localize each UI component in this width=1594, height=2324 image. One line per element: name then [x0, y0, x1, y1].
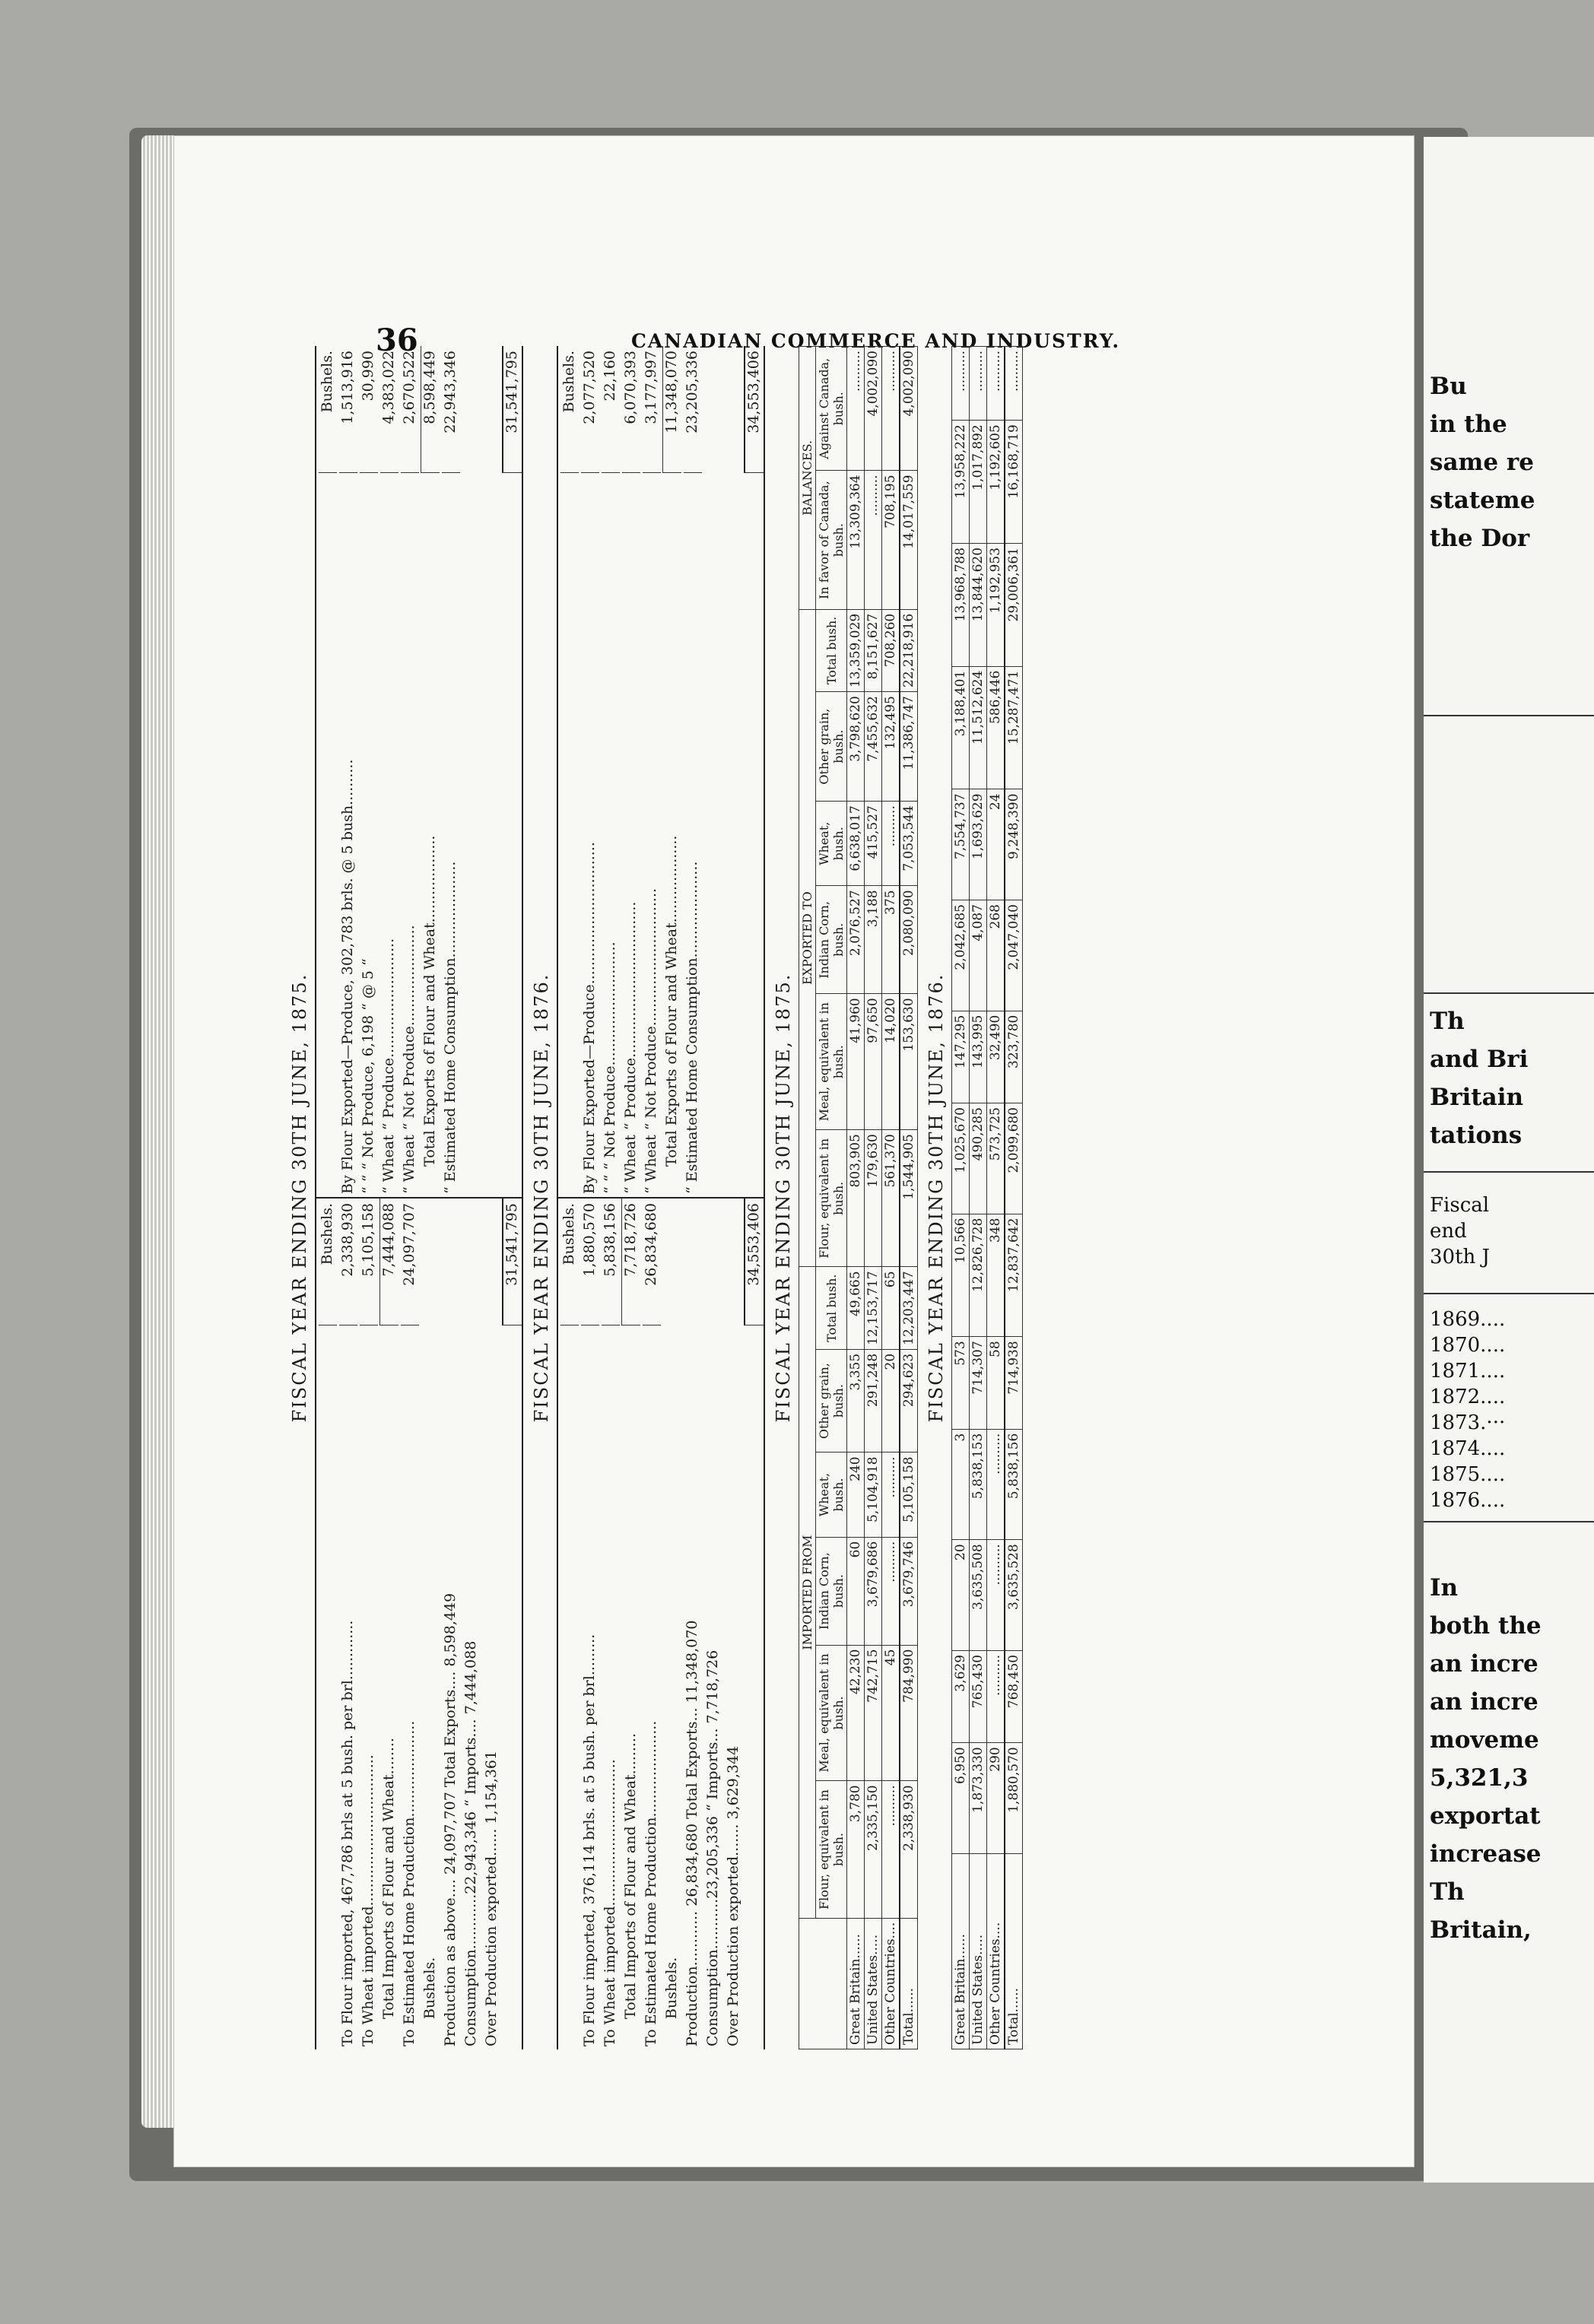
cell-value: 3,679,686: [865, 1537, 882, 1645]
cell-value: 7,053,544: [900, 802, 918, 886]
entry-text: Bushels.: [663, 1957, 681, 2019]
entry-text: To Wheat imported.................................: [360, 1754, 377, 2046]
entry-text: Production as above.... 24,097,707 Total Exports.... 8,598,449: [442, 1592, 459, 2046]
entry-value: 26,834,680: [643, 1199, 661, 1326]
cell-value: 2,335,150: [865, 1781, 882, 1918]
entry-text: To Flour imported, 376,114 brls. at 5 bush. per brl.........: [581, 1633, 599, 2046]
cell-value: 7,455,632: [865, 692, 882, 802]
entry-text: “ Estimated Home Consumption.....................: [684, 861, 701, 1194]
section-2-account: [557, 346, 765, 2049]
entry-text: Total Imports of Flour and Wheat........: [380, 1738, 398, 2019]
cell-value: ..........: [987, 1650, 1005, 1742]
facing-year: 1876....: [1430, 1489, 1506, 1512]
entry-value: 5,838,156: [602, 1199, 620, 1326]
cell-value: 15,287,471: [1005, 666, 1023, 789]
entry-text: “ Estimated Home Consumption.....................: [442, 861, 459, 1194]
cell-value: 573: [952, 1337, 970, 1429]
cell-value: 3,188: [865, 886, 882, 994]
cell-value: 29,006,361: [1005, 543, 1023, 666]
facing-year: 1874....: [1430, 1437, 1506, 1460]
entry-text: Production............ 26,834,680 Total Exports... 11,348,070: [684, 1620, 701, 2046]
cell-value: 11,386,747: [900, 692, 918, 802]
facing-page: [1424, 137, 1594, 2183]
cell-value: 8,151,627: [865, 609, 882, 691]
cell-value: 4,002,090: [865, 347, 882, 471]
table-row: [1005, 347, 1023, 2049]
row-label: Total......: [900, 1918, 918, 2049]
entry-text: By Flour Exported—Produce, 302,783 brls. @ 5 bush..........: [339, 759, 357, 1194]
cell-value: 13,968,788: [952, 543, 970, 666]
total-value: 31,541,795: [502, 346, 522, 473]
facing-rule: [1424, 992, 1594, 994]
entry-text: Consumption............22,943,346 “ Imports.... 7,444,088: [462, 1640, 480, 2046]
facing-table-header: Fiscal: [1430, 1194, 1490, 1217]
entry-text: Bushels.: [421, 1957, 439, 2019]
entry-value: 22,943,346: [442, 346, 460, 473]
entry-text: By Flour Exported—Produce...............................: [581, 842, 599, 1194]
facing-text-line: In: [1430, 1574, 1459, 1602]
cell-value: ..........: [987, 1429, 1005, 1540]
cell-value: ..........: [882, 1452, 900, 1537]
cell-value: 4,087: [970, 900, 987, 1011]
entry-value: 2,338,930: [339, 1199, 357, 1326]
cell-value: 42,230: [847, 1645, 865, 1781]
table-row: [952, 347, 970, 2049]
cell-value: 5,105,158: [900, 1452, 918, 1537]
entry-value: 11,348,070: [662, 346, 681, 473]
facing-text-line: an incre: [1430, 1650, 1538, 1678]
cell-value: 3: [952, 1429, 970, 1540]
table-row: [865, 347, 882, 2049]
cell-value: ..........: [987, 1540, 1005, 1651]
column-header: In favor of Canada, bush.: [816, 471, 847, 609]
entry-value: 30,990: [360, 346, 378, 473]
entry-value: 1,880,570: [581, 1199, 599, 1326]
cell-value: 415,527: [865, 802, 882, 886]
entry-value: 8,598,449: [421, 346, 440, 473]
entry-text: “ “ “ Not Produce, 6,198 “ @ 5 “: [360, 958, 377, 1194]
cell-value: 490,285: [970, 1103, 987, 1214]
entry-text: “ Wheat “ Not Produce......................: [401, 925, 418, 1194]
section-1-account: [315, 346, 523, 2049]
entry-value: 24,097,707: [401, 1199, 419, 1326]
cell-value: 742,715: [865, 1645, 882, 1781]
table-row: [970, 347, 987, 2049]
facing-text-line: increase: [1430, 1840, 1542, 1868]
cell-value: ..........: [882, 1537, 900, 1645]
facing-text-line: in the: [1430, 411, 1507, 438]
cell-value: 9,248,390: [1005, 789, 1023, 900]
exported-to-header: EXPORTED TO: [799, 609, 816, 1267]
cell-value: 153,630: [900, 994, 918, 1130]
cell-value: 2,099,680: [1005, 1103, 1023, 1214]
facing-year: 1871....: [1430, 1360, 1506, 1383]
entry-value: 1,513,916: [339, 346, 357, 473]
facing-text-line: Bu: [1430, 373, 1467, 400]
entry-value: 23,205,336: [684, 346, 702, 473]
cell-value: 2,076,527: [847, 886, 865, 994]
facing-year: 1870....: [1430, 1334, 1506, 1357]
cell-value: 323,780: [1005, 1011, 1023, 1103]
cell-value: 179,630: [865, 1130, 882, 1267]
facing-text-line: 5,321,3: [1430, 1764, 1529, 1792]
facing-rule: [1424, 1293, 1594, 1294]
cell-value: 803,905: [847, 1130, 865, 1267]
cell-value: 714,307: [970, 1337, 987, 1429]
column-header: Other grain, bush.: [816, 1349, 847, 1452]
row-label: United States.....: [970, 1853, 987, 2049]
row-label: Total......: [1005, 1853, 1023, 2049]
cell-value: 97,650: [865, 994, 882, 1130]
facing-text-line: same re: [1430, 449, 1534, 476]
cell-value: 3,629: [952, 1650, 970, 1742]
entry-text: “ Wheat “ Produce..........................: [380, 938, 398, 1194]
column-header: Against Canada, bush.: [816, 347, 847, 471]
entry-text: Total Exports of Flour and Wheat...................: [663, 835, 681, 1167]
column-header: Wheat, bush.: [816, 802, 847, 886]
running-head: CANADIAN COMMERCE AND INDUSTRY.: [631, 330, 1121, 352]
page-number: 36: [376, 322, 418, 358]
cell-value: 5,104,918: [865, 1452, 882, 1537]
unit-label: Bushels.: [319, 1199, 337, 1326]
entry-value: 6,070,393: [622, 346, 640, 473]
cell-value: 240: [847, 1452, 865, 1537]
entry-value: 5,105,158: [360, 1199, 378, 1326]
entry-text: “ Wheat “ Not Produce..............................: [643, 887, 660, 1194]
column-header: Flour, equivalent in bush.: [816, 1130, 847, 1267]
column-header: Flour, equivalent in bush.: [816, 1781, 847, 1918]
section-1-title: FISCAL YEAR ENDING 30TH JUNE, 1875.: [289, 973, 310, 1423]
cell-value: 768,450: [1005, 1650, 1023, 1742]
entry-text: “ Wheat “ Produce..................................: [622, 901, 640, 1194]
cell-value: 12,826,728: [970, 1214, 987, 1337]
section-2-debit: [558, 1197, 764, 2049]
balances-header: BALANCES.: [799, 347, 816, 610]
unit-label: Bushels.: [560, 1199, 579, 1326]
entry-text: Total Exports of Flour and Wheat...................: [421, 835, 439, 1167]
cell-value: 3,355: [847, 1349, 865, 1452]
trade-table-1876: [951, 346, 1023, 2049]
cell-value: 132,495: [882, 692, 900, 802]
cell-value: 714,938: [1005, 1337, 1023, 1429]
facing-year: 1875....: [1430, 1463, 1506, 1486]
section-1-debit: [316, 1197, 522, 2049]
entry-text: To Wheat imported................................: [602, 1759, 619, 2046]
facing-table-header: 30th J: [1430, 1246, 1490, 1268]
table-row: [900, 347, 918, 2049]
facing-text-line: tations: [1430, 1122, 1523, 1149]
entry-value: 3,177,997: [643, 346, 661, 473]
cell-value: ..........: [1005, 347, 1023, 421]
cell-value: ..........: [987, 347, 1005, 421]
cell-value: 561,370: [882, 1130, 900, 1267]
cell-value: 6,638,017: [847, 802, 865, 886]
cell-value: 784,990: [900, 1645, 918, 1781]
cell-value: 1,192,605: [987, 421, 1005, 544]
unit-label: Bushels.: [560, 346, 579, 473]
cell-value: 2,080,090: [900, 886, 918, 994]
cell-value: 6,950: [952, 1743, 970, 1854]
column-header: Indian Corn, bush.: [816, 886, 847, 994]
facing-text-line: and Bri: [1430, 1046, 1529, 1073]
column-header: Total bush.: [816, 1267, 847, 1349]
entry-text: To Flour imported, 467,786 brls at 5 bush. per brl.............: [339, 1620, 357, 2046]
cell-value: 3,635,528: [1005, 1540, 1023, 1651]
total-value: 34,553,406: [744, 346, 764, 473]
cell-value: 14,020: [882, 994, 900, 1130]
entry-text: Total Imports of Flour and Wheat.........: [622, 1732, 640, 2019]
cell-value: 11,512,624: [970, 666, 987, 789]
cell-value: ..........: [847, 347, 865, 471]
cell-value: 12,153,717: [865, 1267, 882, 1349]
cell-value: 60: [847, 1537, 865, 1645]
cell-value: 12,203,447: [900, 1267, 918, 1349]
cell-value: 14,017,559: [900, 471, 918, 609]
facing-rule: [1424, 1521, 1594, 1522]
facing-table-header: end: [1430, 1220, 1467, 1243]
facing-text-line: both the: [1430, 1612, 1542, 1640]
section-2-title: FISCAL YEAR ENDING 30TH JUNE, 1876.: [531, 973, 552, 1423]
facing-text-line: moveme: [1430, 1726, 1539, 1754]
cell-value: 41,960: [847, 994, 865, 1130]
cell-value: 1,880,570: [1005, 1743, 1023, 1854]
section-4-title: FISCAL YEAR ENDING 30TH JUNE, 1876.: [926, 973, 947, 1423]
row-label: United States.....: [865, 1918, 882, 2049]
entry-value: 7,444,088: [379, 1199, 398, 1326]
cell-value: 13,844,620: [970, 543, 987, 666]
cell-value: ..........: [970, 347, 987, 421]
column-header: Meal, equivalent in bush.: [816, 1645, 847, 1781]
cell-value: 20: [952, 1540, 970, 1651]
facing-text-line: exportat: [1430, 1802, 1541, 1830]
row-label: Other Countries....: [882, 1918, 900, 2049]
cell-value: 1,025,670: [952, 1103, 970, 1214]
table-row: [847, 347, 865, 2049]
cell-value: 45: [882, 1645, 900, 1781]
entry-text: To Estimated Home Production.....................: [643, 1720, 660, 2046]
cell-value: 3,798,620: [847, 692, 865, 802]
column-header: Total bush.: [816, 609, 847, 691]
cell-value: 3,635,508: [970, 1540, 987, 1651]
cell-value: 12,837,642: [1005, 1214, 1023, 1337]
cell-value: 294,623: [900, 1349, 918, 1452]
facing-year: 1872....: [1430, 1386, 1506, 1408]
cell-value: 348: [987, 1214, 1005, 1337]
facing-rule: [1424, 1171, 1594, 1173]
entry-value: 22,160: [602, 346, 620, 473]
facing-text-line: an incre: [1430, 1688, 1538, 1716]
facing-text-line: the Dor: [1430, 525, 1530, 552]
cell-value: 20: [882, 1349, 900, 1452]
cell-value: 708,195: [882, 471, 900, 609]
section-2-credit: [558, 346, 764, 1197]
row-label: Other Countries....: [987, 1853, 1005, 2049]
cell-value: 13,309,364: [847, 471, 865, 609]
cell-value: 13,958,222: [952, 421, 970, 544]
facing-year: 1873.···: [1430, 1411, 1506, 1434]
entry-value: 2,077,520: [581, 346, 599, 473]
table-row: [882, 347, 900, 2049]
cell-value: 3,188,401: [952, 666, 970, 789]
cell-value: 1,544,905: [900, 1130, 918, 1267]
entry-text: To Estimated Home Production.....................: [401, 1720, 418, 2046]
column-header: Wheat, bush.: [816, 1452, 847, 1537]
facing-text-line: Th: [1430, 1008, 1465, 1035]
cell-value: 291,248: [865, 1349, 882, 1452]
facing-text-line: stateme: [1430, 487, 1535, 514]
cell-value: 5,838,156: [1005, 1429, 1023, 1540]
entry-value: 7,718,726: [621, 1199, 640, 1326]
facing-rule: [1424, 715, 1594, 716]
column-header: Other grain, bush.: [816, 692, 847, 802]
cell-value: 5,838,153: [970, 1429, 987, 1540]
entry-text: Consumption...........23,205,336 “ Imports... 7,718,726: [704, 1649, 722, 2046]
cell-value: 4,002,090: [900, 347, 918, 471]
cell-value: 147,295: [952, 1011, 970, 1103]
cell-value: 143,995: [970, 1011, 987, 1103]
rotated-content: [281, 346, 1316, 2049]
facing-year: 1869....: [1430, 1308, 1506, 1331]
cell-value: 32,490: [987, 1011, 1005, 1103]
unit-label: Bushels.: [319, 346, 337, 473]
cell-value: 765,430: [970, 1650, 987, 1742]
cell-value: 7,554,737: [952, 789, 970, 900]
cell-value: 2,338,930: [900, 1781, 918, 1918]
cell-value: 586,446: [987, 666, 1005, 789]
facing-text-line: Britain,: [1430, 1916, 1532, 1944]
cell-value: 2,047,040: [1005, 900, 1023, 1011]
trade-table-1875: [799, 346, 918, 2049]
cell-value: 3,780: [847, 1781, 865, 1918]
total-value: 31,541,795: [502, 1199, 522, 1326]
cell-value: 65: [882, 1267, 900, 1349]
facing-text-line: Th: [1430, 1878, 1465, 1906]
section-1-credit: [316, 346, 522, 1197]
column-header: Indian Corn, bush.: [816, 1537, 847, 1645]
section-3-title: FISCAL YEAR ENDING 30TH JUNE, 1875.: [773, 973, 794, 1423]
cell-value: ..........: [882, 347, 900, 471]
cell-value: 268: [987, 900, 1005, 1011]
cell-value: 49,665: [847, 1267, 865, 1349]
cell-value: ..........: [882, 802, 900, 886]
cell-value: ..........: [865, 471, 882, 609]
imported-from-header: IMPORTED FROM: [799, 1267, 816, 1918]
entry-text: Over Production exported...... 1,154,361: [483, 1750, 500, 2046]
cell-value: 1,693,629: [970, 789, 987, 900]
cell-value: 1,017,892: [970, 421, 987, 544]
table-row: [987, 347, 1005, 2049]
total-value: 34,553,406: [744, 1199, 764, 1326]
cell-value: 708,260: [882, 609, 900, 691]
cell-value: 375: [882, 886, 900, 994]
cell-value: 13,359,029: [847, 609, 865, 691]
cell-value: 3,679,746: [900, 1537, 918, 1645]
facing-text-line: Britain: [1430, 1084, 1524, 1111]
cell-value: 22,218,916: [900, 609, 918, 691]
cell-value: 10,566: [952, 1214, 970, 1337]
cell-value: ..........: [882, 1781, 900, 1918]
row-label: Great Britain......: [952, 1853, 970, 2049]
cell-value: 1,873,330: [970, 1743, 987, 1854]
row-label: Great Britain......: [847, 1918, 865, 2049]
cell-value: 24: [987, 789, 1005, 900]
entry-text: Over Production exported....... 3,629,344: [725, 1745, 742, 2046]
cell-value: 16,168,719: [1005, 421, 1023, 544]
cell-value: ..........: [952, 347, 970, 421]
entry-value: 4,383,022: [380, 346, 398, 473]
cell-value: 290: [987, 1743, 1005, 1854]
cell-value: 1,192,953: [987, 543, 1005, 666]
country-header: [799, 1918, 847, 2049]
entry-text: “ “ “ Not Produce...........................: [602, 941, 619, 1194]
cell-value: 58: [987, 1337, 1005, 1429]
column-header: Meal, equivalent in bush.: [816, 994, 847, 1130]
entry-value: 2,670,522: [401, 346, 419, 473]
cell-value: 573,725: [987, 1103, 1005, 1214]
cell-value: 2,042,685: [952, 900, 970, 1011]
